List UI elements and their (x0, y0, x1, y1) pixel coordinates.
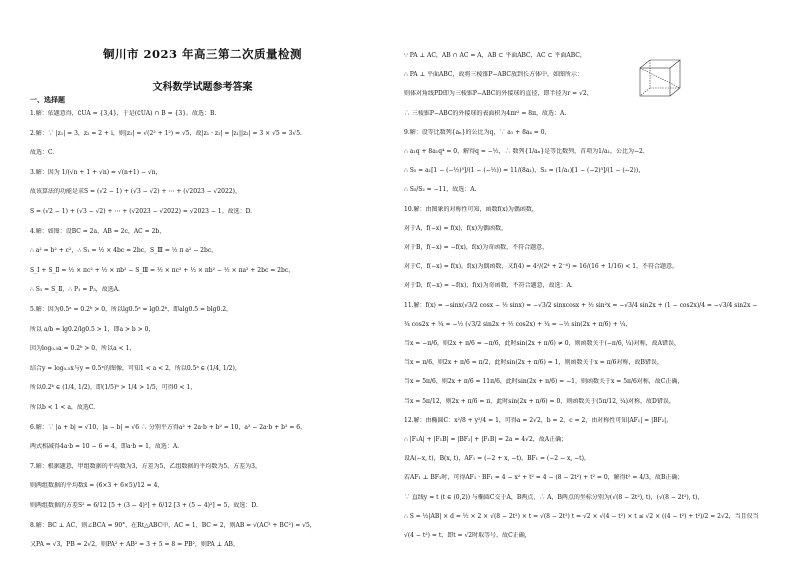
text-line: 又PA = √3，PB = 2√2，则PA² + AB² = 3 + 5 = 8 = PB²，则PA ⊥ AB， (30, 541, 239, 549)
text-line: ∴ a² = b² + c²，∴ S₁ = ½ × 4bc = 2bc，S_Ⅲ = ½ π a² − 2bc， (30, 247, 218, 255)
box-diagram (638, 58, 682, 98)
text-line: ∴ S₅/S₂ = −11，故选：A. (404, 186, 477, 194)
text-line: ∴ S₅ = a₁[1 − (−½)⁵]/(1 − (−½)) = 11/(8a₁)，S₂ = (1/a₁)[1 − (−2)⁵]/(1 − (−2))， (404, 167, 645, 175)
text-line: 所以0.2ᵇ ∈ (1/4, 1/2)，即(1/5)ᵇ > 1/4 > 1/5，可得0 < 1， (30, 384, 197, 392)
text-line: 4.解：如图：设BC = 2a，AB = 2c，AC = 2b， (30, 227, 166, 235)
text-line: 当x = −π/6，则2x + π/6 = −π/6，此时sin(2x + π/6) ≠ 0，则函数关于(−π/6, ¼)对称，故A错误， (404, 340, 680, 347)
text-line: 10.解：由图象的对称性可知，函数f(x)为偶函数， (404, 205, 538, 213)
text-line: ∴ S₁ = S_Ⅱ，∴ P₁ = P₃，故选A. (30, 286, 120, 294)
text-line: 11.解：f(x) = −sinx(√3/2 cosx − ½ sinx) = −√3/2 sinxcosx + ½ sin²x = −√3/4 sin2x + (1 − cos2x)/4 = −√3/4 sin2x − (404, 301, 758, 309)
text-line: 3.解：因为 1/(√n + 1 + √n) = √(n+1) − √n， (30, 168, 162, 176)
text-line: 对于C，f(−x) = f(x)，f(x)为偶函数，又f(4) = 4²/(2⁴ + 2⁻⁴) = 16/(16 + 1/16) < 1，不符合题意， (404, 263, 679, 271)
text-line: 对于D，f(−x) = −f(x)，f(x)为奇函数，不符合题意，故选：A. (404, 282, 573, 290)
text-line: 2.解：∵ |z₁| = 3，z₂ = 2 + i，则|z₂| = √(2² + 1²) = √5，故|z₁ · z₂| = |z₁||z₂| = 3 × √5 = 3√5. (30, 129, 302, 137)
text-line: ∴ |F₁A| + |F₁B| = |BF₂| + |F₁B| = 2a = 4√2，故A正确； (404, 436, 568, 443)
text-line: 则两组数据的平均数x̄ = (6×3 + 6×5)/12 = 4， (30, 482, 164, 490)
text-line: 则两组数据的方差S² = 6/12 [5 + (3 − 4)²] + 6/12 [3 + (5 − 4)²] = 5，故选：D. (30, 502, 258, 509)
text-line: 对于A，f(−x) = f(x)，f(x)为偶函数， (404, 224, 508, 232)
text-line: ∴ S = ½|AB| × d = ½ × 2 × √(8 − 2t²) × t = √(8 − 2t²) t = √2 × √(4 − t²) × t ≤ √2 × ((4 − t²) + t²)/2 = 2√2，当且仅当 (404, 512, 759, 520)
text-line: 所以 a/b = lg0.2/lg0.5 > 1，即a > b > 0， (30, 325, 155, 333)
text-line: S_Ⅰ + S_Ⅱ = ½ × πc² + ½ × πb² − S_Ⅲ = ½ × πc² + ½ × πb² − ½ × πa² + 2bc = 2bc， (30, 266, 295, 274)
text-line: 结合y = log₀.₅x与y = 0.5ˣ的图像，可知1 < a < 2，所以0.5ᵃ ∈ (1/4, 1/2)， (30, 364, 241, 372)
text-line: 1.解：依题意得，∁UA = {3,4}，于是(∁UA) ∩ B = {3}。故选：B. (30, 110, 217, 117)
text-line: ∴ a₁q + 8a₁q⁴ = 0，解得q = −½，∴ 数列{1/aₙ}是等比数列，首项为1/a₁，公比为−2. (404, 148, 645, 155)
text-line: 则体对角线PD即为三棱锥P−ABC的外接球的直径，即半径为r = √2， (404, 90, 593, 98)
text-line: 若AF₁ ⊥ BF₁时，可得AF₁ · BF₁ = 4 − x² + t² = 4 − (8 − 2t²) + t² = 0，解得t² = 4/3，故B正确； (404, 474, 684, 482)
text-line: 当x = π/6，则2x + π/6 = π/2，此时sin(2x + π/6) = 1，则函数关于x = π/6对称，故B错误， (404, 359, 663, 367)
text-line: 两式相减得4a·b = 10 − 6 = 4，即a·b = 1，故选：A. (30, 443, 180, 451)
text-line: 因为log₀.₅a = 0.2ᵇ > 0，所以a < 1， (30, 345, 136, 353)
text-line: 5.解：因为0.5ᵃ = 0.2ᵇ > 0，所以lg0.5ᵃ = lg0.2ᵇ，即alg0.5 = blg0.2， (30, 306, 233, 313)
text-line: 当x = 5π/6，则2x + π/6 = 11π/6，此时sin(2x + π/6) = −1，则函数关于x = 5π/6对称，故C正确， (404, 378, 684, 386)
text-line: 故该算法的功能是求S = (√2 − 1) + (√3 − √2) + ⋯ + (√2023 − √2022)， (30, 188, 241, 196)
text-line: ¼ cos2x + ¼ = −½ (√3/2 sin2x + ½ cos2x) + ¼ = −½ sin(2x + π/6) + ¼， (404, 320, 632, 328)
text-line: ∵ 直线y = t (t ∈ (0,2)) 与椭圆C交于A，B两点，∴ A，B两点的坐标分别为(√(8 − 2t²), t)，(√(8 − 2t²), t)， (404, 493, 704, 501)
text-line: 9.解：设等比数列{aₙ}的公比为q，∵ a₁ + 8a₄ = 0， (404, 128, 551, 136)
section-heading: 一、选择题 (30, 95, 65, 104)
text-line: 所以b < 1 < a，故选C. (30, 404, 96, 411)
text-line: ∵ PA ⊥ AC，AB ∩ AC = A，AB ⊂ 平面ABC，AC ⊂ 平面ABC， (404, 52, 586, 59)
text-line: 7.解：根据题意，甲组数据的平均数为3，方差为5，乙组数据的平均数为5，方差为3， (30, 462, 261, 470)
text-line: 12.解：由椭圆C：x²/8 + y²/4 = 1，可得a = 2√2，b = 2，c = 2，由对称性可知|AF₁| = |BF₂|， (404, 416, 673, 424)
text-line: S = (√2 − 1) + (√3 − √2) + ⋯ + (√2023 − √2022) = √2023 − 1。故选：D. (30, 208, 253, 215)
text-line: 6.解：∵ |a + b| = √10，|a − b| = √6 ∴ 分别平方得a² + 2a·b + b² = 10，a² − 2a·b + b² = 6， (30, 423, 307, 431)
page-title: 铜川市 2023 年高三第二次质量检测 (102, 47, 302, 61)
text-line: 故选：C. (30, 149, 55, 157)
text-line: 设A(−x, t)，B(x, t)，AF₁ = (−2 + x, −t)，BF₁ = (−2 − x, −t)， (404, 455, 590, 463)
text-line: 对于B，f(−x) = −f(x)，f(x)为奇函数，不符合题意， (404, 244, 549, 251)
text-line: √(4 − t²) = t，即t = √2时取等号，故C正确， (404, 532, 531, 539)
text-line: ∴ 三棱锥P−ABC的外接球的表面积为4πr² = 8π，故选：A. (404, 109, 567, 117)
text-line: 8.解：BC ⊥ AC，则∠BCA = 90°，在Rt△ABC中，AC = 1，BC = 2，则AB = √(AC² + BC²) = √5， (30, 521, 316, 529)
text-line: ∴ PA ⊥ 平面ABC，故将三棱锥P−ABC放到长方体中，如图所示： (404, 71, 583, 79)
text-line: 当x = 5π/12，则2x + π/6 = π，此时sin(2x + π/6) = 0，则函数关于(5π/12, ¼)对称，故D错误， (404, 397, 675, 405)
page-subtitle: 文科数学试题参考答案 (152, 82, 253, 93)
document-header (30, 46, 375, 93)
